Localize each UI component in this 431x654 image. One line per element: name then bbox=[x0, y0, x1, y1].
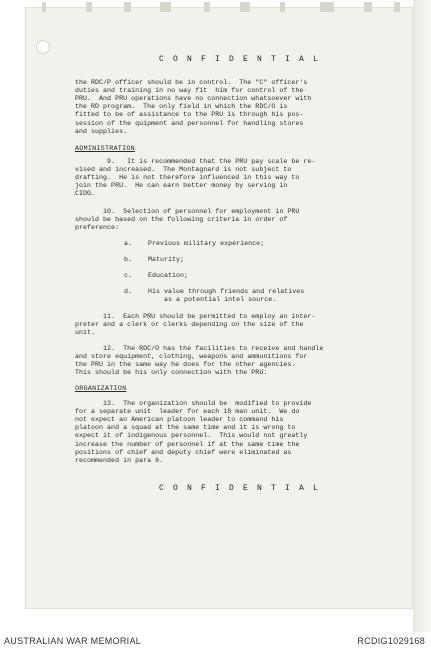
criteria-text: Education; bbox=[148, 272, 189, 279]
archive-name: AUSTRALIAN WAR MEMORIAL bbox=[4, 636, 142, 646]
text-line: fitted to be of assistance to the PRU is through his pos- bbox=[75, 111, 304, 119]
criteria-letter: c. bbox=[124, 272, 133, 279]
text-line: vised and increased. The Montagnard is not subject to bbox=[75, 166, 292, 174]
punch-hole bbox=[36, 40, 50, 54]
header-classification: C O N F I D E N T I A L bbox=[159, 55, 321, 64]
text-line: PRU. And PRU operations have no connection whatsoever with bbox=[75, 95, 312, 103]
page-edge-shadow bbox=[413, 0, 431, 654]
text-line: positions of chief and deputy chief were eliminated as bbox=[75, 448, 292, 456]
text-line: recommended in para 6. bbox=[75, 456, 164, 464]
footer-classification: C O N F I D E N T I A L bbox=[159, 484, 321, 493]
text-line: the RDC/P officer should be in control. The "C" officer's bbox=[75, 79, 308, 86]
text-line: 11. Each PRU should be permitted to employ an inter- bbox=[75, 313, 316, 320]
text-line: 10. Selection of personnel for employment in PRU bbox=[75, 208, 300, 215]
archive-tick-strip bbox=[28, 2, 408, 18]
text-line: duties and training in no way fit him for control of the bbox=[75, 87, 304, 95]
text-line: for a separate unit leader for each 18 man unit. We do bbox=[75, 408, 300, 416]
organization-heading: ORGANIZATION bbox=[75, 385, 127, 393]
text-line: the RD program. The only field in which the RDC/O is bbox=[75, 103, 288, 111]
text-line: drafting. He is not therefore influenced in this way to bbox=[75, 174, 300, 182]
text-line: increase the number of personnel if at the same time the bbox=[75, 440, 300, 448]
criteria-letter: a. bbox=[124, 240, 133, 247]
text-line: join the PRU. He can earn better money by serving in bbox=[75, 182, 288, 190]
administration-heading: ADMINISTRATION bbox=[75, 145, 135, 153]
criteria-letter: d. bbox=[124, 288, 133, 295]
text-line: unit. bbox=[75, 329, 96, 337]
text-line: expect it of indigenous personnel. This would not greatly bbox=[75, 432, 308, 440]
criteria-text: Previous military experience; bbox=[148, 240, 265, 247]
criteria-text: Maturity; bbox=[148, 256, 185, 263]
text-line: 12. The RDC/O has the facilities to receive and handle bbox=[75, 345, 324, 352]
archive-id: RCDIG1029168 bbox=[357, 636, 425, 646]
criteria-text: His value through friends and relatives as a potential intel source. bbox=[148, 288, 305, 304]
text-line: 9. It is recommended that the PRU pay scale be re- bbox=[75, 158, 316, 165]
text-line: CIDG. bbox=[75, 190, 96, 198]
text-line: the PRU in the same way he does for the other agencies. bbox=[75, 361, 296, 369]
text-line: not expect an American platoon leader to command his bbox=[75, 416, 284, 424]
text-line: preference: bbox=[75, 224, 120, 232]
text-line: 13. The organization should be modified to provide bbox=[75, 400, 312, 407]
text-line: session of the quipment and personnel for handling stores bbox=[75, 119, 304, 127]
text-line: This should be his only connection with the PRU. bbox=[75, 369, 268, 377]
text-line: preter and a clerk or clerks depending on the size of the bbox=[75, 321, 304, 329]
criteria-letter: b. bbox=[124, 256, 133, 263]
text-line: and supplies. bbox=[75, 127, 128, 135]
text-line: platoon and a squad at the same time and it is wrong to bbox=[75, 424, 296, 432]
text-line: should be based on the following criteria in order of bbox=[75, 216, 288, 224]
archive-footer bbox=[0, 632, 431, 654]
text-line: and store equipment, clothing, weapons and ammunitions for bbox=[75, 353, 308, 361]
